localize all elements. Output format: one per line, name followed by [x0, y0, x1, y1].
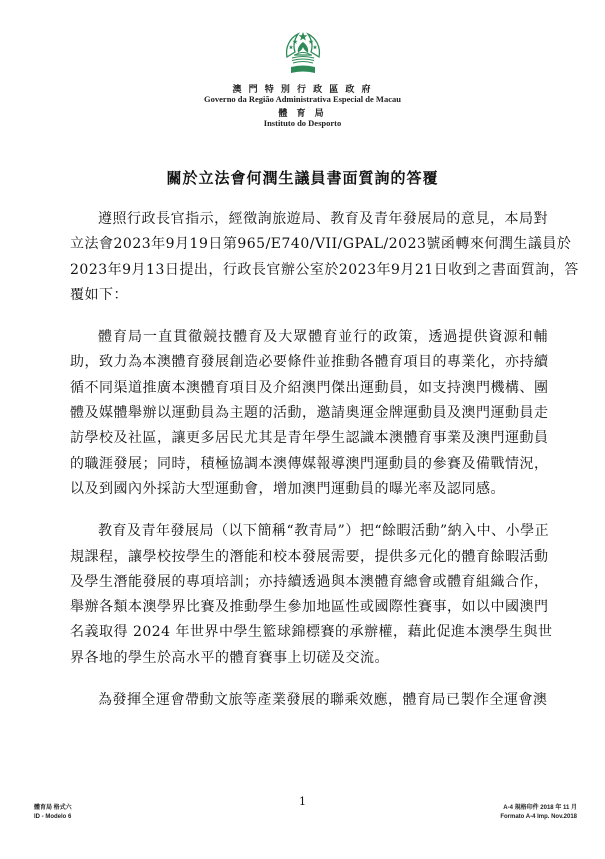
paragraph-line: 為發揮全運會帶動文旅等產業發展的聯乘效應，體育局已製作全運會澳 [98, 692, 548, 709]
header-bureau-pt: Instituto do Desporto [263, 118, 342, 128]
paragraph-line: 遵照行政長官指示，經徵詢旅遊局、教育及青年發展局的意見，本局對 [98, 211, 548, 227]
paragraph-line: 舉辦各類本澳學界比賽及推動學生參加地區性或國際性賽事，如以中國澳門 [70, 599, 549, 616]
footer-print-format-zh: A-4 規格印件 2018 年 11 月 [503, 805, 577, 811]
paragraph-line: 以及到國內外採訪大型運動會，增加澳門運動員的曝光率及認同感。 [70, 480, 505, 497]
paragraph-line: 規課程，讓學校按學生的潛能和校本發展需要，提供多元化的體育餘暇活動 [70, 548, 549, 565]
paragraph-line: 體育局一直貫徹競技體育及大眾體育並行的政策，透過提供資源和輔 [98, 329, 548, 346]
paragraph-line: 訪學校及社區，讓更多居民尤其是青年學生認識本澳體育事業及澳門運動員 [70, 430, 549, 447]
paragraph-line: 2023年9月13日提出，行政長官辦公室於2023年9月21日收到之書面質詢，答 [70, 261, 579, 278]
paragraph [70, 688, 548, 713]
paragraph-line: 的職涯發展；同時，積極協調本澳傳媒報導澳門運動員的參賽及備戰情況， [70, 455, 549, 472]
paragraph-line: 教育及青年發展局（以下簡稱“教青局”）把“餘暇活動”納入中、小學正 [98, 523, 550, 540]
paragraph-line: 體及媒體舉辦以運動員為主題的活動，邀請奧運金牌運動員及澳門運動員走 [70, 405, 549, 422]
paragraph-line: 助，致力為本澳體育發展創造必要條件並推動各體育項目的專業化，亦持續 [70, 354, 549, 371]
footer-print-format-pt: Formato A-4 Imp. Nov.2018 [500, 814, 577, 820]
page-number: 1 [299, 795, 306, 808]
document-body [70, 207, 579, 730]
footer-form-code [34, 804, 72, 822]
paragraph-line: 覆如下： [70, 286, 128, 303]
paragraph-line: 循不同渠道推廣本澳體育項目及介紹澳門傑出運動員，如支持澳門機構、團 [70, 379, 549, 396]
document-title: 關於立法會何潤生議員書面質詢的答覆 [166, 169, 439, 187]
footer-print-format [500, 804, 577, 822]
footer-form-code-zh: 體育局 格式六 [34, 805, 72, 811]
paragraph-line: 名義取得 2024 年世界中學生籃球錦標賽的承辦權，藉此促進本澳學生與世 [70, 624, 553, 641]
header-government-pt: Governo da Região Administrativa Especial de Macau [204, 94, 401, 104]
footer-form-code-pt: ID - Modelo 6 [34, 814, 72, 820]
paragraph [70, 519, 553, 671]
paragraph-line: 立法會2023年9月19日第965/E740/VII/GPAL/2023號函轉來何潤生議員於 [70, 236, 572, 253]
paragraph [70, 325, 548, 502]
paragraph-line: 及學生潛能發展的專項培訓；亦持續透過與本澳體育總會或體育組織合作， [70, 573, 549, 590]
paragraph [70, 207, 579, 308]
header-government-zh: 澳 門 特 別 行 政 區 政 府 [232, 85, 373, 95]
macau-emblem-icon [281, 30, 325, 76]
paragraph-line: 界各地的學生於高水平的體育賽事上切磋及交流。 [70, 649, 389, 666]
header-bureau-zh: 體 育 局 [278, 109, 327, 119]
